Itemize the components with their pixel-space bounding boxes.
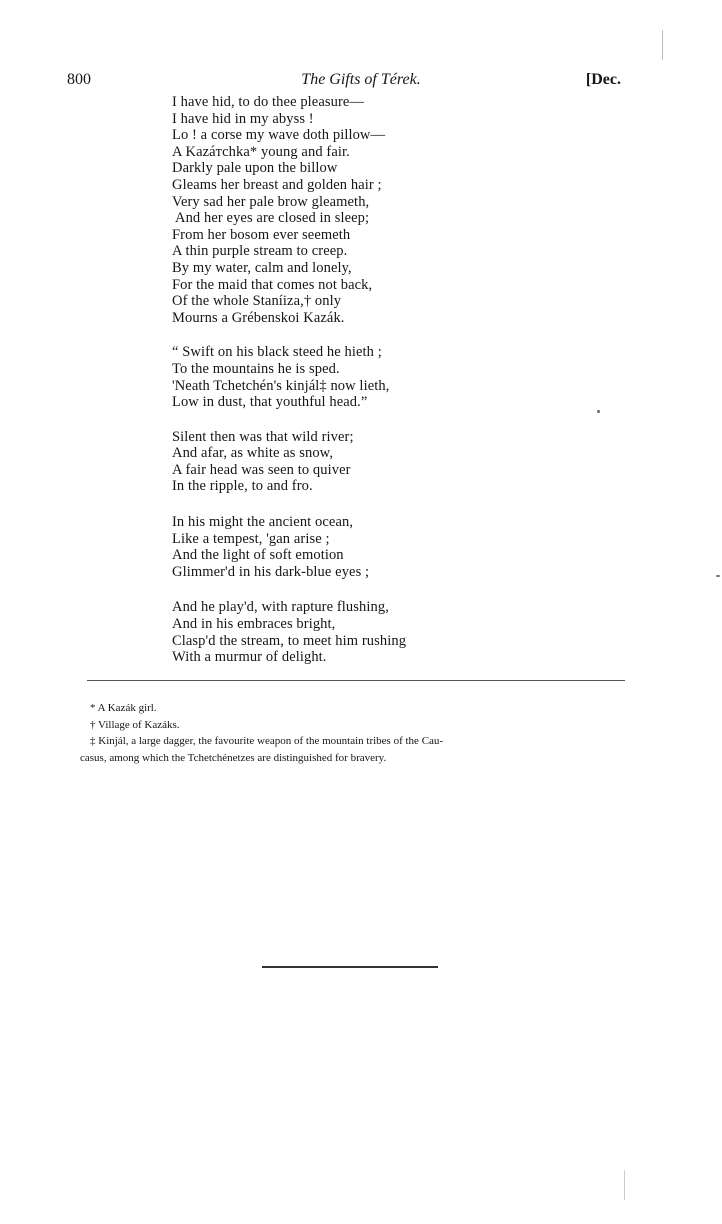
- footnote: ‡ Kinjál, a large dagger, the favourite weapon of the mountain tribes of the Cau-: [90, 735, 444, 747]
- poem-line: “ Swift on his black steed he hieth ;: [172, 344, 382, 361]
- stanza-2: [172, 344, 472, 410]
- poem-line: For the maid that comes not back,: [172, 276, 373, 293]
- poem-line: And afar, as white as snow,: [172, 445, 334, 462]
- poem-line: Silent then was that wild river;: [172, 428, 354, 445]
- end-rule: [262, 966, 438, 968]
- footnotes: [80, 700, 640, 766]
- poem-line: Glimmer'd in his dark-blue eyes ;: [172, 563, 370, 580]
- poem-line: A thin purple stream to creep.: [172, 243, 348, 260]
- poem-line: In the ripple, to and fro.: [172, 478, 313, 495]
- footnote-divider: [87, 680, 625, 681]
- scan-speck: [662, 30, 663, 60]
- poem-line: And in his embraces bright,: [172, 616, 336, 633]
- poem-line: Mourns a Grébenskoi Kazák.: [172, 309, 345, 326]
- poem: [172, 94, 472, 666]
- footnote: † Village of Kazáks.: [90, 718, 180, 731]
- poem-line: Lo ! a corse my wave doth pillow—: [172, 127, 386, 144]
- poem-line: And her eyes are closed in sleep;: [175, 210, 370, 227]
- stanza-5: [172, 599, 472, 665]
- poem-line: Clasp'd the stream, to meet him rushing: [172, 632, 407, 649]
- poem-line: I have hid, to do thee pleasure—: [172, 94, 365, 110]
- poem-line: A fair head was seen to quiver: [172, 461, 351, 478]
- scan-speck: [624, 1170, 625, 1200]
- poem-line: To the mountains he is sped.: [172, 360, 340, 377]
- poem-line: Low in dust, that youthful head.”: [172, 394, 368, 411]
- footnote: * A Kazák girl.: [90, 702, 157, 714]
- poem-line: And he play'd, with rapture flushing,: [172, 599, 389, 616]
- footnote-continuation: casus, among which the Tchetchénetzes are distinguished for bravery.: [80, 751, 387, 764]
- poem-line: A Kazáтchka* young and fair.: [172, 143, 350, 160]
- scan-speck: [716, 575, 720, 577]
- poem-line: From her bosom ever seemeth: [172, 226, 351, 243]
- poem-line: Of the whole Staníiza,† only: [172, 293, 342, 310]
- page-header: [0, 71, 722, 95]
- month-marker: [Dec.: [585, 71, 621, 88]
- poem-line: 'Neath Tchetchén's kinjál‡ now lieth,: [172, 377, 390, 394]
- poem-line: Gleams her breast and golden hair ;: [172, 176, 382, 193]
- poem-line: In his might the ancient ocean,: [172, 514, 354, 531]
- stanza-3: [172, 429, 472, 495]
- poem-line: Like a tempest, 'gan arise ;: [172, 530, 330, 547]
- stanza-1: [172, 94, 472, 326]
- poem-line: Darkly pale upon the billow: [172, 160, 338, 177]
- stanza-4: [172, 514, 472, 580]
- poem-line: And the light of soft emotion: [172, 547, 344, 564]
- running-title: The Gifts of Térek.: [301, 71, 421, 88]
- poem-line: Very sad her pale brow gleameth,: [172, 193, 370, 210]
- page-number: 800: [67, 71, 91, 88]
- poem-line: I have hid in my abyss !: [172, 110, 314, 127]
- scan-speck: [597, 410, 600, 413]
- poem-line: By my water, calm and lonely,: [172, 259, 352, 276]
- poem-line: With a murmur of delight.: [172, 649, 327, 666]
